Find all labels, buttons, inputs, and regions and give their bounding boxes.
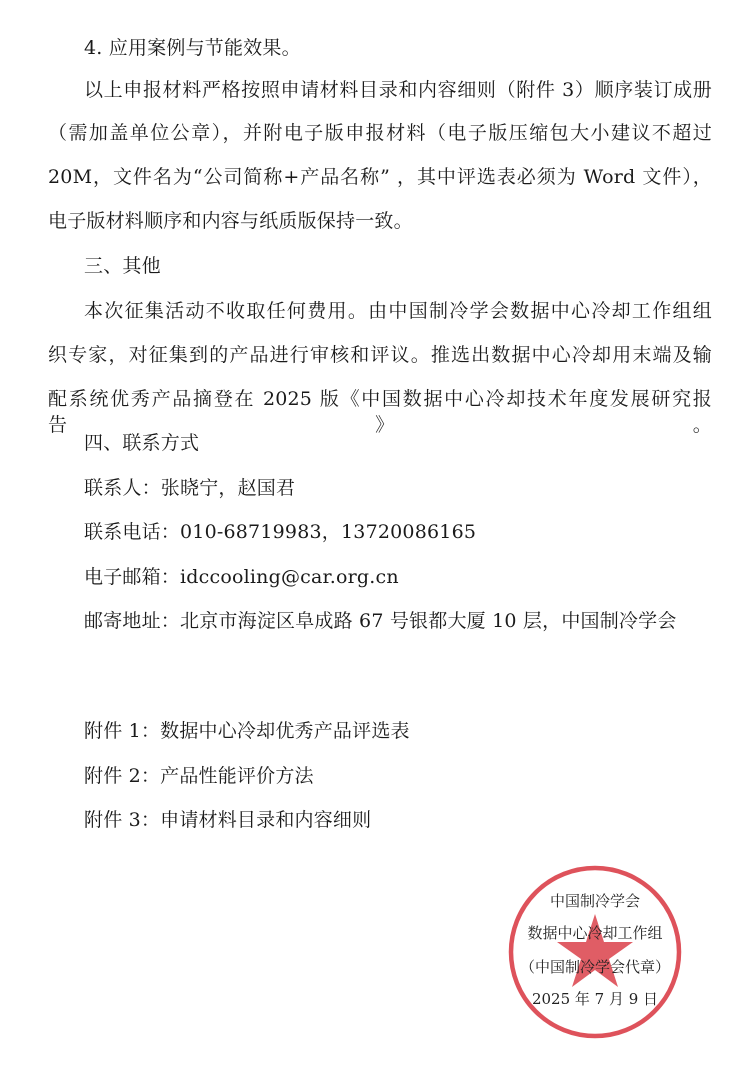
section-heading-other: 三、其他 [84,255,161,277]
signature-org: 中国制冷学会 [549,892,640,910]
contact-phone: 联系电话：010-68719983，13720086165 [84,521,477,543]
paragraph-submission-line-3: 20M，文件名为“公司简称+产品名称” ，其中评选表必须为 Word 文件）， [48,166,712,188]
item-4-text: 4. 应用案例与节能效果。 [84,37,301,59]
paragraph-other-line-2: 织专家，对征集到的产品进行审核和评议。推选出数据中心冷却用末端及输 [48,344,712,366]
signature-note: （中国制冷学会代章） [519,958,670,976]
signature-group: 数据中心冷却工作组 [527,924,663,942]
signature-date: 2025 年 7 月 9 日 [531,990,659,1008]
official-seal [505,862,685,1042]
paragraph-other-line-3: 配系统优秀产品摘登在 2025 版《中国数据中心冷却技术年度发展研究报告》。 [48,388,712,436]
attachment-1: 附件 1：数据中心冷却优秀产品评选表 [84,720,410,742]
paragraph-submission-line-2: （需加盖单位公章），并附电子版申报材料（电子版压缩包大小建议不超过 [48,122,712,144]
section-heading-contact: 四、联系方式 [84,432,200,454]
contact-person: 联系人：张晓宁，赵国君 [84,477,296,499]
seal-icon [505,862,685,1042]
attachment-3: 附件 3：申请材料目录和内容细则 [84,809,372,831]
contact-email: 电子邮箱：idccooling@car.org.cn [84,566,399,588]
contact-address: 邮寄地址：北京市海淀区阜成路 67 号银都大厦 10 层，中国制冷学会 [84,610,677,632]
paragraph-submission-line-1: 以上申报材料严格按照申请材料目录和内容细则（附件 3）顺序装订成册 [84,79,712,101]
paragraph-submission-line-4: 电子版材料顺序和内容与纸质版保持一致。 [48,210,413,232]
paragraph-other-line-1: 本次征集活动不收取任何费用。由中国制冷学会数据中心冷却工作组组 [84,300,712,322]
attachment-2: 附件 2：产品性能评价方法 [84,765,314,787]
